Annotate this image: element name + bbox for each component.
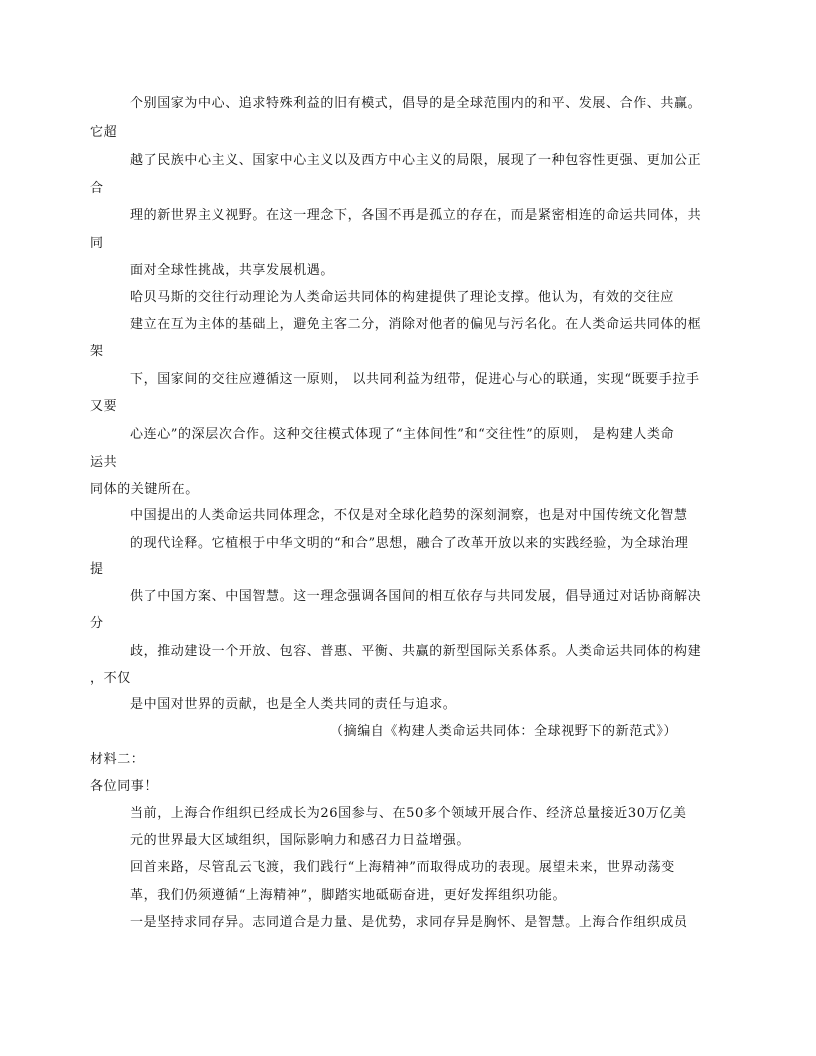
text-line: 它超 bbox=[90, 125, 118, 140]
text-line: 供了中国方案、中国智慧。这一理念强调各国间的相互依存与共同发展，倡导通过对话协商解决 bbox=[130, 589, 702, 604]
text-line: 歧，推动建设一个开放、包容、普惠、平衡、共赢的新型国际关系体系。人类命运共同体的构建 bbox=[130, 644, 702, 659]
text-line: 心连心”的深层次合作。这种交往模式体现了“主体间性”和“交往性”的原则， 是构建人类命 bbox=[130, 427, 675, 442]
text-line: 元的世界最大区域组织，国际影响力和感召力日益增强。 bbox=[130, 833, 471, 848]
source-citation: （摘编自《构建人类命运共同体：全球视野下的新范式》） bbox=[330, 724, 678, 739]
text-line: 合 bbox=[90, 181, 104, 196]
text-line: ，不仅 bbox=[90, 671, 131, 686]
text-line: 是中国对世界的贡献，也是全人类共同的责任与追求。 bbox=[130, 697, 457, 712]
text-line: 当前，上海合作组织已经成长为26国参与、在50多个领域开展合作、经济总量接近30万亿美 bbox=[130, 806, 687, 821]
text-line: 的现代诠释。它植根于中华文明的“和合”思想，融合了改革开放以来的实践经验，为全球治理 bbox=[130, 536, 689, 551]
text-line: 同体的关键所在。 bbox=[90, 482, 199, 497]
text-line: 越了民族中心主义、国家中心主义以及西方中心主义的局限，展现了一种包容性更强、更加公正 bbox=[130, 153, 702, 168]
text-line: 建立在互为主体的基础上，避免主客二分，消除对他者的偏见与污名化。在人类命运共同体的框 bbox=[130, 317, 702, 332]
text-line: 哈贝马斯的交往行动理论为人类命运共同体的构建提供了理论支撑。他认为，有效的交往应 bbox=[130, 290, 675, 305]
salutation: 各位同事！ bbox=[90, 779, 159, 794]
text-line: 回首来路，尽管乱云飞渡，我们践行“上海精神”而取得成功的表现。展望未来，世界动荡变 bbox=[130, 860, 675, 875]
text-line: 个别国家为中心、追求特殊利益的旧有模式，倡导的是全球范围内的和平、发展、合作、共赢。 bbox=[130, 96, 702, 111]
text-line: 革，我们仍须遵循“上海精神”，脚踏实地砥砺奋进，更好发挥组织功能。 bbox=[130, 888, 567, 903]
text-line: 中国提出的人类命运共同体理念，不仅是对全球化趋势的深刻洞察，也是对中国传统文化智慧 bbox=[130, 508, 688, 523]
text-line: 又要 bbox=[90, 399, 118, 414]
text-line: 下，国家间的交往应遵循这一原则， 以共同利益为纽带，促进心与心的联通，实现“既要手拉手 bbox=[130, 372, 700, 387]
text-line: 一是坚持求同存异。志同道合是力量、是优势，求同存异是胸怀、是智慧。上海合作组织成员 bbox=[130, 915, 688, 930]
text-line: 提 bbox=[90, 562, 104, 577]
text-line: 架 bbox=[90, 344, 104, 359]
text-line: 同 bbox=[90, 236, 104, 251]
text-line: 分 bbox=[90, 616, 104, 631]
text-line: 面对全球性挑战，共享发展机遇。 bbox=[130, 263, 335, 278]
text-line: 理的新世界主义视野。在这一理念下，各国不再是孤立的存在，而是紧密相连的命运共同体，共 bbox=[130, 208, 702, 223]
text-line: 运共 bbox=[90, 455, 118, 470]
section-heading: 材料二： bbox=[90, 752, 145, 767]
